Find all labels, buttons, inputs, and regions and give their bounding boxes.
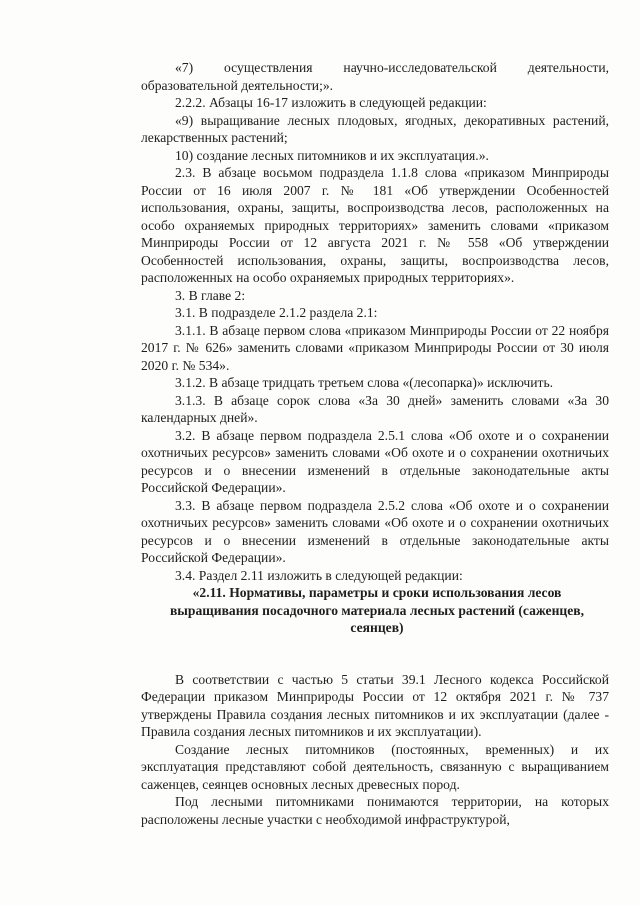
paragraph: 3.3. В абзаце первом подраздела 2.5.2 слова «Об охоте и о сохранении охотничьих ресурсов» заменить словами «Об охоте и о сохранении охотничьих ресурсов и о внесении изменений в отдельные законодательные акты Российской Федерации».: [141, 497, 609, 565]
paragraph: 3.1.1. В абзаце первом слова «приказом Минприроды России от 22 ноября 2017 г. № 626» заменить словами «приказом Минприроды России от 30 июля 2020 г. № 534».: [141, 322, 609, 373]
spacer: [141, 637, 609, 671]
section-heading: «2.11. Нормативы, параметры и сроки использования лесов выращивания посадочного материала лесных растений (саженцев, сеянцев): [169, 585, 585, 635]
paragraph: 2.2.2. Абзацы 16-17 изложить в следующей редакции:: [175, 95, 487, 110]
paragraph: «7) осуществления научно-исследовательской деятельности, образовательной деятельности;».: [141, 60, 609, 93]
document-body: [141, 59, 609, 828]
paragraph: 3.1.2. В абзаце тридцать третьем слова «(лесопарка)» исключить.: [175, 375, 554, 390]
paragraph: 3.2. В абзаце первом подраздела 2.5.1 слова «Об охоте и о сохранении охотничьих ресурсов» заменить словами «Об охоте и о сохранении охотничьих ресурсов и о внесении изменений в отдельные законодательные акты Российской Федерации».: [141, 427, 609, 495]
paragraph: 3.4. Раздел 2.11 изложить в следующей редакции:: [175, 567, 463, 583]
paragraph: 3.1. В подразделе 2.1.2 раздела 2.1:: [175, 305, 378, 320]
paragraph: В соответствии с частью 5 статьи 39.1 Лесного кодекса Российской Федерации приказом Минприроды России от 12 октября 2021 г. № 737 утверждены Правила создания лесных питомников и их эксплуатации (далее - Правила создания лесных питомников и их эксплуатации).: [141, 671, 609, 739]
paragraph: 3. В главе 2:: [175, 287, 246, 303]
paragraph: 10) создание лесных питомников и их эксплуатация.».: [175, 147, 489, 163]
paragraph: 3.1.3. В абзаце сорок слова «За 30 дней» заменить словами «За 30 календарных дней».: [141, 392, 609, 425]
paragraph: 2.3. В абзаце восьмом подраздела 1.1.8 слова «приказом Минприроды России от 16 июля 2007 г. № 181 «Об утверждении Особенностей использования, охраны, защиты, воспроизводства лесов, расположенных на особо охраняемых природных территориях» заменить словами «приказом Минприроды России от 12 августа 2021 г. № 558 «Об утверждении Особенностей использования, охраны, защиты, воспроизводства лесов, расположенных на особо охраняемых природных территориях».: [141, 165, 609, 285]
paragraph: Создание лесных питомников (постоянных, временных) и их эксплуатация представляют собой деятельность, связанную с выращиванием саженцев, сеянцев основных лесных древесных пород.: [141, 741, 609, 792]
paragraph: Под лесными питомниками понимаются территории, на которых расположены лесные участки с необходимой инфраструктурой,: [141, 794, 609, 827]
paragraph: «9) выращивание лесных плодовых, ягодных, декоративных растений, лекарственных растений;: [141, 112, 609, 145]
